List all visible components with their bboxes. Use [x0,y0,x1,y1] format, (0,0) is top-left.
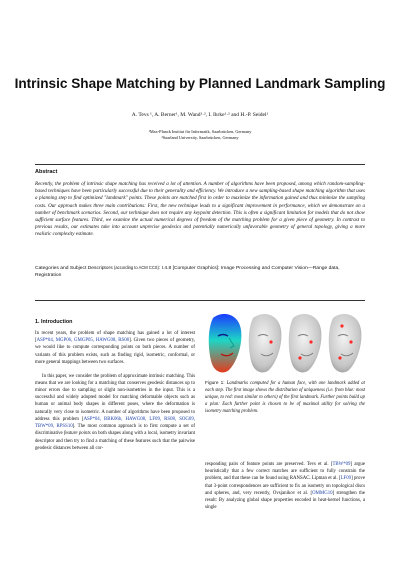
face-landmarks-3 [329,314,362,372]
landmark-marker [349,340,352,343]
column-left [35,330,195,459]
face-landmarks-2 [289,314,322,372]
subject-small: (according to ACM CCS) [114,265,159,270]
abstract-heading: Abstract [35,169,58,175]
landmark-marker [338,356,341,359]
intro-paragraph-3: responding pairs of feature points are preserved. Tevs et al. [TBW*09] argue heuristically that a few correct matches are sufficient to fully constrain the problem, and that these can be found using RANSAC. Lipman et al. [LF09] prove that 3-point correspondences are sufficient to fix an isometry on topological discs and spheres, and, very recently, Ovsjanikov et al. [OMMG10] strengthen the result: By analyzing global shape properties encoded in heat-kernel functions, a single [205,462,365,511]
citation-link[interactable]: LF09 [340,476,352,482]
section-heading: 1. Introduction [35,319,73,325]
citation-link[interactable]: ASP*04, BBK06b, HAWG08, LF09, RS08, SOG09, TBW*09, RPSS10 [35,416,195,430]
paper-title: Intrinsic Shape Matching by Planned Landmark Sampling [14,76,386,91]
intro-paragraph-1: In recent years, the problem of shape matching has gained a lot of interest [ASP*04, MGP06, GMGP05, HAWG08, RS08]. Given two pieces of geometry, we would like to compute corresponding points on both pieces. A number of variants of this problem exists, such as finding rigid, isometric, conformal, or more general mappings between two surfaces. [35,331,196,365]
figure-caption-text: Landmarks computed for a human face, with one landmark added at each step. The first image shows the distribution of uniqueness (i.e. from blue: most unique, to red: most similar to others) of the first landmark. Further points build up a plan: Each further point is chosen to be of maximal utility for solving the isometry matching problem. [205,381,366,415]
figure-1-caption [205,380,365,415]
affiliations [0,129,400,141]
landmark-marker [340,324,343,327]
figure-1-faces [205,312,365,376]
top-rule [35,164,365,165]
citation-link[interactable]: TBW*09 [332,462,351,467]
figure-label: Figure 1: [205,381,225,386]
intro-paragraph-2: In this paper, we consider the problem of approximate intrinsic matching. This means that we are looking for a matching that conserves geodesic distances up to minor errors due to sampling or slight non-isometries in the input. This is a successful and widely adopted model for matching deformable objects such as human or animal body shapes in different poses, where the deformation is naturally very close to isometric. A number of algorithms have been proposed to address this problem [ASP*04, BBK06b, HAWG08, LF09, RS08, SOG09, TBW*09, RPSS10]. The most common approach is to first compute a set of discriminative feature points on both shapes along with a local, isometry invariant descriptor and then try to find a matching of these features such that the pairwise geodesic distances between all cor- [35,373,196,451]
landmark-marker [298,356,301,359]
column-right [205,461,365,518]
citation-link[interactable]: ASP*04, MGP06, GMGP05, HAWG08, RS08 [36,338,130,344]
face-landmarks-1 [249,314,282,372]
affiliation-2: ²Saarland University, Saarbrücken, Germany [161,135,239,140]
abstract-text: Recently, the problem of intrinsic shape matching has received a lot of attention. A number of algorithms have been proposed, among which random-sampling-based techniques have been particularly successful due to their generality and efficiency. We introduce a new sampling-based shape matching algorithm that uses a planning step to find optimized "landmark" points. These points are matched first in order to maximize the information gained and thus minimize the sampling costs. Our approach makes three main contributions: First, the new technique leads to a significant improvement in performance, which we demonstrate on a number of benchmark scenarios. Second, our technique does not require any keypoint detection. This is often a significant limitation for models that do not show sufficient surface features. Third, we examine the actual numerical degrees of freedom of the matching problem for a given piece of geometry. In contrast to previous results, our estimates take into account unprecise geodesics and potentially numerically unfavorable geometry of general topology, giving a more realistic complexity estimate. [35,181,365,238]
subject-text: : I.4.8 [Computer Graphics]: Image Processing and Computer Vision—Range data, Registration [35,266,340,279]
affiliation-1: ¹Max-Planck Institut für Informatik, Saarbrücken, Germany [148,129,252,134]
citation-link[interactable]: OMMG10 [312,490,333,496]
face-uniqueness-map [209,314,242,372]
landmark-marker [269,340,272,343]
landmark-marker [309,340,312,343]
author-line: A. Tevs ¹, A. Berner¹, M. Wand¹·², I. Ihrke¹·² and H.-P. Seidel¹ [131,112,269,118]
bottom-rule [35,300,365,301]
subject-descriptors [35,264,365,280]
subject-label: Categories and Subject Descriptors [35,266,113,271]
